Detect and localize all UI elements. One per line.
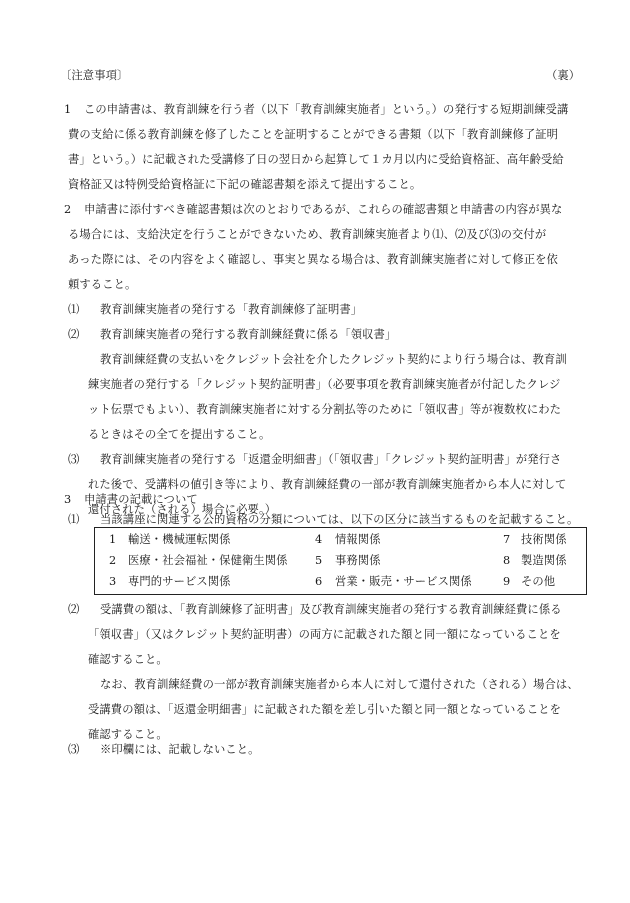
qualification-category-table — [94, 527, 587, 595]
page-side-label: （裏） — [546, 69, 581, 82]
category-name: 情報関係 — [335, 533, 381, 546]
section-2-item-line: 教育訓練経費の支払いをクレジット会社を介したクレジット契約により行う場合は、教育訓 — [100, 353, 567, 366]
category-number: 7 — [503, 533, 511, 546]
section-2-item-line: ット伝票でもよい）、教育訓練実施者に対する分割払等のために「領収書」等が複数枚にわた — [88, 403, 562, 416]
section-2-line: 申請書に添付すべき確認書類は次のとおりであるが、これらの確認書類と申請書の内容が異な — [84, 203, 563, 216]
section-3-item-line: ※印欄には、記載しないこと。 — [100, 743, 260, 756]
category-name: 製造関係 — [521, 554, 567, 567]
section-2-item-line: 教育訓練実施者の発行する「教育訓練修了証明書」 — [100, 303, 363, 316]
section-3-item-line: 当該講座に関連する公的資格の分類については、以下の区分に該当するものを記載すること。 — [100, 513, 579, 526]
category-name: 輸送・機械運転関係 — [128, 533, 231, 546]
section-3-item-label: ⑵ — [68, 603, 80, 616]
category-number: 6 — [315, 575, 323, 588]
section-1-line: 書」という。）に記載された受講修了日の翌日から起算して１カ月以内に受給資格証、高年齢受給 — [68, 153, 564, 166]
section-3-item-line: 受講費の額は、「返還金明細書」に記載された額を差し引いた額と同一額となっていることを — [88, 703, 562, 716]
category-number: 3 — [109, 575, 117, 588]
category-number: 9 — [503, 575, 511, 588]
section-3-item-label: ⑶ — [68, 743, 80, 756]
section-2-item-line: るときはその全てを提出すること。 — [88, 428, 271, 441]
category-number: 4 — [315, 533, 323, 546]
category-name: 専門的サービス関係 — [128, 575, 231, 588]
section-2-item-line: 練実施者の発行する「クレジット契約証明書」（必要事項を教育訓練実施者が付記したクレジ — [88, 378, 561, 391]
section-2-item-label: ⑵ — [68, 328, 80, 341]
section-3-item-line: 受講費の額は、「教育訓練修了証明書」及び教育訓練実施者の発行する教育訓練経費に係る — [100, 603, 562, 616]
category-number: 1 — [109, 533, 117, 546]
page-title: 〔注意事項〕 — [60, 69, 129, 82]
section-2-item-label: ⑴ — [68, 303, 80, 316]
section-2-item-line: 還付された（される）場合に必要。） — [88, 503, 277, 516]
section-1-line: 費の支給に係る教育訓練を修了したことを証明することができる書類（以下「教育訓練修了証明 — [68, 128, 559, 141]
section-2-number: 2 — [64, 203, 72, 216]
category-number: 5 — [315, 554, 323, 567]
category-name: 医療・社会福祉・保健衛生関係 — [128, 554, 288, 567]
section-1-number: 1 — [64, 103, 72, 116]
section-2-line: あった際には、その内容をよく確認し、事実と異なる場合は、教育訓練実施者に対して修正を依 — [68, 253, 558, 266]
section-2-item-line: 教育訓練実施者の発行する教育訓練経費に係る「領収書」 — [100, 328, 397, 341]
section-2-line: 頼すること。 — [68, 278, 137, 291]
section-3-item-line: 確認すること。 — [88, 653, 168, 666]
category-number: 2 — [109, 554, 117, 567]
section-1-line: この申請書は、教育訓練を行う者（以下「教育訓練実施者」という。）の発行する短期訓練受講 — [84, 103, 569, 116]
section-2-item-line: 教育訓練実施者の発行する「返還金明細書」（「領収書」「クレジット契約証明書」が発行さ — [100, 453, 562, 466]
section-3-item-line: 確認すること。 — [88, 728, 168, 741]
section-2-line: る場合には、支給決定を行うことができないため、教育訓練実施者より⑴、⑵及び⑶の交付が — [68, 228, 547, 241]
section-3-item-line: なお、教育訓練経費の一部が教育訓練実施者から本人に対して還付された（される）場合は、 — [100, 678, 579, 691]
section-2-item-label: ⑶ — [68, 453, 80, 466]
category-name: その他 — [521, 575, 556, 588]
section-1-line: 資格証又は特例受給資格証に下記の確認書類を添えて提出すること。 — [68, 178, 422, 191]
category-name: 技術関係 — [521, 533, 567, 546]
section-3-title: 申請書の記載について — [84, 493, 198, 506]
category-name: 事務関係 — [335, 554, 381, 567]
section-3-item-label: ⑴ — [68, 513, 80, 526]
section-3-number: 3 — [64, 493, 72, 506]
section-2-item-line: れた後で、受講料の値引き等により、教育訓練経費の一部が教育訓練実施者から本人に対して — [88, 478, 567, 491]
category-number: 8 — [503, 554, 511, 567]
section-3-item-line: 「領収書」（又はクレジット契約証明書）の両方に記載された額と同一額になっていることを — [88, 628, 561, 641]
category-name: 営業・販売・サービス関係 — [335, 575, 472, 588]
